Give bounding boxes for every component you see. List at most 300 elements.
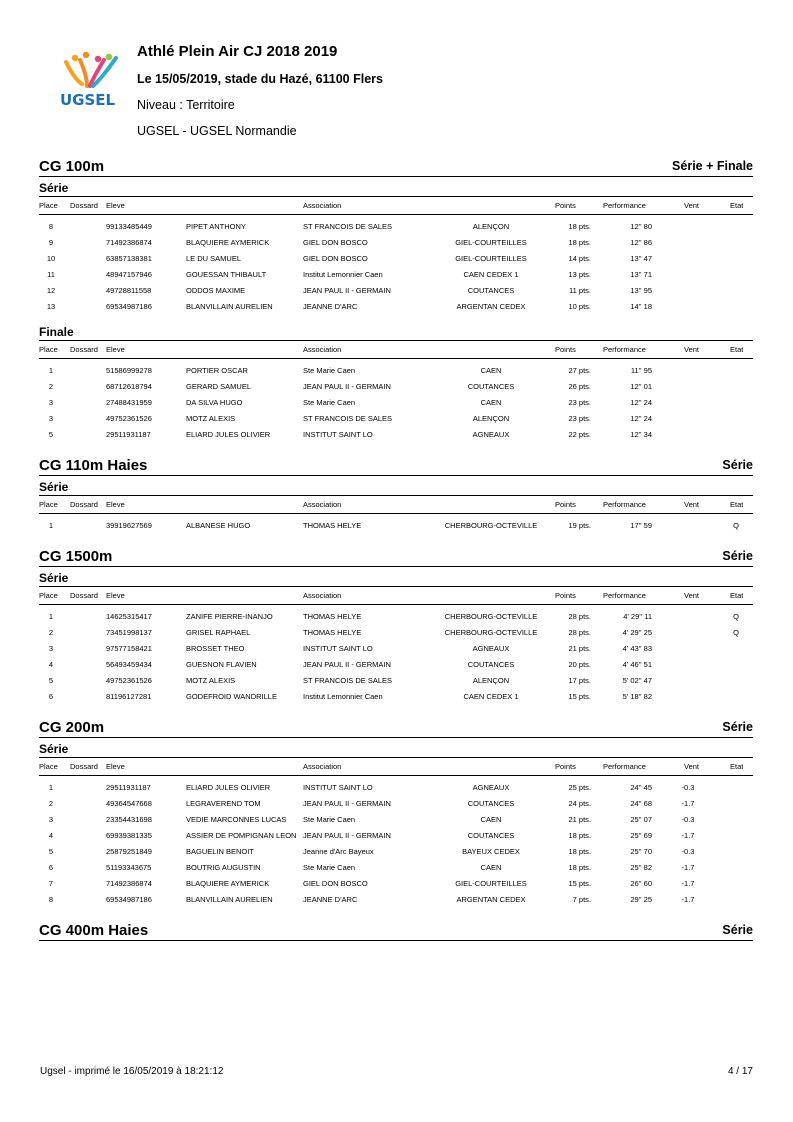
event-header (39, 914, 753, 941)
table-row (39, 518, 753, 534)
cell-association: JEAN PAUL II - GERMAIN (303, 831, 391, 840)
table-row (39, 251, 753, 267)
table-row (39, 363, 753, 379)
cell-place: 6 (48, 692, 54, 701)
cell-student-id: 51193343675 (106, 863, 152, 872)
date-venue: Le 15/05/2019, stade du Hazé, 61100 Flers (137, 72, 383, 86)
cell-place: 8 (48, 222, 54, 231)
cell-points: 18 pts. (568, 863, 591, 872)
cell-points: 28 pts. (568, 628, 591, 637)
cell-association: Ste Marie Caen (303, 863, 356, 872)
cell-association: INSTITUT SAINT LO (303, 430, 373, 439)
col-place: Place (39, 500, 58, 509)
table-row (39, 283, 753, 299)
col-dossard: Dossard (70, 345, 98, 354)
cell-place: 3 (48, 644, 54, 653)
table-header (39, 757, 753, 776)
cell-place: 3 (48, 414, 54, 423)
cell-place: 5 (48, 676, 54, 685)
col-points: Points (555, 201, 576, 210)
col-dossard: Dossard (70, 500, 98, 509)
cell-association: Institut Lemonnier Caen (303, 692, 383, 701)
event-type: Série (722, 549, 753, 563)
cell-student-id: 49752361526 (106, 414, 152, 423)
cell-student-name: BLAQUIERE AYMERICK (186, 238, 270, 247)
col-place: Place (39, 762, 58, 771)
cell-student-name: ALBANESE HUGO (186, 521, 251, 530)
col-dossard: Dossard (70, 591, 98, 600)
round-section (0, 738, 793, 914)
cell-place: 3 (48, 398, 54, 407)
cell-points: 18 pts. (568, 847, 591, 856)
col-points: Points (555, 762, 576, 771)
cell-student-id: 68712618794 (106, 382, 152, 391)
col-vent: Vent (684, 201, 700, 210)
cell-points: 25 pts. (568, 783, 591, 792)
cell-city: GIEL-COURTEILLES (455, 254, 527, 263)
cell-status: Q (733, 628, 739, 637)
cell-student-id: 69534987186 (106, 302, 152, 311)
event-section (0, 150, 793, 449)
col-performance: Performance (603, 201, 646, 210)
cell-performance: 4' 43'' 83 (622, 644, 652, 653)
cell-points: 15 pts. (568, 692, 591, 701)
col-performance: Performance (603, 345, 646, 354)
cell-performance: 4' 29'' 25 (622, 628, 652, 637)
cell-wind: -1.7 (681, 879, 695, 888)
col-place: Place (39, 201, 58, 210)
cell-association: GIEL DON BOSCO (303, 238, 368, 247)
col-performance: Performance (603, 762, 646, 771)
cell-association: Jeanne d'Arc Bayeux (303, 847, 374, 856)
col-etat: Etat (730, 500, 744, 509)
round-title: Finale (39, 325, 74, 339)
print-timestamp: Ugsel - imprimé le 16/05/2019 à 18:21:12 (40, 1066, 224, 1077)
cell-city: COUTANCES (467, 286, 515, 295)
cell-performance: 4' 46'' 51 (622, 660, 652, 669)
event-title: CG 200m (39, 719, 105, 736)
cell-association: Institut Lemonnier Caen (303, 270, 383, 279)
cell-place: 5 (48, 847, 54, 856)
cell-place: 10 (46, 254, 56, 263)
cell-points: 22 pts. (568, 430, 591, 439)
event-title: CG 400m Haies (39, 922, 149, 939)
table-row (39, 844, 753, 860)
table-row (39, 299, 753, 315)
cell-performance: 12'' 01 (630, 382, 652, 391)
cell-city: AGNEAUX (472, 430, 510, 439)
col-vent: Vent (684, 762, 700, 771)
cell-city: ALENÇON (472, 676, 510, 685)
cell-performance: 12'' 86 (630, 238, 652, 247)
event-title: CG 100m (39, 158, 105, 175)
cell-student-id: 23354431698 (106, 815, 152, 824)
table-header (39, 586, 753, 605)
cell-status: Q (733, 612, 739, 621)
cell-place: 4 (48, 660, 54, 669)
cell-association: JEANNE D'ARC (303, 895, 358, 904)
table-row (39, 235, 753, 251)
level-label: Niveau : Territoire (137, 98, 235, 112)
table-row (39, 673, 753, 689)
cell-points: 14 pts. (568, 254, 591, 263)
cell-place: 1 (48, 521, 54, 530)
col-association: Association (303, 500, 342, 509)
cell-association: GIEL DON BOSCO (303, 254, 368, 263)
cell-student-id: 99133485449 (106, 222, 152, 231)
cell-association: GIEL DON BOSCO (303, 879, 368, 888)
cell-points: 21 pts. (568, 815, 591, 824)
cell-place: 4 (48, 831, 54, 840)
cell-student-name: MOTZ ALEXIS (186, 676, 236, 685)
table-body (0, 605, 793, 711)
page-header (0, 0, 793, 150)
cell-student-id: 63857138381 (106, 254, 152, 263)
table-row (39, 892, 753, 908)
table-row (39, 876, 753, 892)
event-type: Série (722, 923, 753, 937)
cell-city: CHERBOURG-OCTEVILLE (444, 612, 538, 621)
cell-city: COUTANCES (467, 382, 515, 391)
cell-student-name: GOUESSAN THIBAULT (186, 270, 267, 279)
cell-points: 10 pts. (568, 302, 591, 311)
cell-student-id: 81196127281 (106, 692, 152, 701)
cell-wind: -1.7 (681, 895, 695, 904)
cell-student-name: BOUTRIG AUGUSTIN (186, 863, 261, 872)
cell-place: 2 (48, 382, 54, 391)
cell-performance: 29'' 25 (630, 895, 652, 904)
event-header (39, 711, 753, 738)
cell-student-id: 27488431959 (106, 398, 152, 407)
cell-student-name: LE DU SAMUEL (186, 254, 242, 263)
event-section (0, 914, 793, 941)
cell-place: 1 (48, 366, 54, 375)
cell-performance: 24'' 45 (630, 783, 652, 792)
event-type: Série + Finale (672, 159, 753, 173)
cell-place: 11 (47, 270, 55, 279)
cell-city: COUTANCES (467, 799, 515, 808)
cell-performance: 12'' 24 (630, 398, 652, 407)
cell-student-id: 29511931187 (106, 783, 151, 792)
cell-student-name: ELIARD JULES OLIVIER (186, 783, 271, 792)
col-eleve: Eleve (106, 591, 125, 600)
round-title: Série (39, 571, 69, 585)
cell-student-name: PIPET ANTHONY (186, 222, 246, 231)
cell-points: 17 pts. (568, 676, 591, 685)
cell-wind: -1.7 (681, 863, 695, 872)
event-type: Série (722, 458, 753, 472)
cell-points: 28 pts. (568, 612, 591, 621)
cell-student-name: BAGUELIN BENOIT (186, 847, 254, 856)
cell-place: 5 (48, 430, 54, 439)
col-association: Association (303, 591, 342, 600)
cell-points: 18 pts. (568, 222, 591, 231)
event-title: CG 1500m (39, 548, 113, 565)
cell-wind: -1.7 (681, 799, 695, 808)
table-header (39, 196, 753, 215)
col-place: Place (39, 591, 58, 600)
cell-student-name: ODDOS MAXIME (186, 286, 246, 295)
cell-student-name: GODEFROID WANDRILLE (186, 692, 277, 701)
cell-student-id: 39919627569 (106, 521, 152, 530)
cell-association: JEAN PAUL II - GERMAIN (303, 286, 391, 295)
cell-performance: 13'' 71 (630, 270, 652, 279)
cell-points: 19 pts. (568, 521, 591, 530)
cell-place: 1 (48, 783, 54, 792)
cell-student-name: BLAQUIERE AYMERICK (186, 879, 270, 888)
event-section (0, 711, 793, 914)
cell-city: GIEL-COURTEILLES (455, 238, 527, 247)
col-points: Points (555, 500, 576, 509)
cell-student-name: ELIARD JULES OLIVIER (186, 430, 271, 439)
cell-student-name: MOTZ ALEXIS (186, 414, 236, 423)
cell-student-name: GUESNON FLAVIEN (186, 660, 257, 669)
event-section (0, 449, 793, 540)
table-row (39, 657, 753, 673)
cell-points: 20 pts. (568, 660, 591, 669)
cell-association: ST FRANCOIS DE SALES (303, 222, 393, 231)
cell-association: THOMAS HELYE (303, 521, 362, 530)
cell-association: THOMAS HELYE (303, 628, 362, 637)
cell-performance: 4' 29'' 11 (623, 612, 652, 621)
cell-student-name: VEDIE MARCONNES LUCAS (186, 815, 287, 824)
cell-association: ST FRANCOIS DE SALES (303, 414, 393, 423)
cell-points: 18 pts. (568, 831, 591, 840)
table-header (39, 495, 753, 514)
cell-city: COUTANCES (467, 660, 515, 669)
cell-association: Ste Marie Caen (303, 398, 356, 407)
table-row (39, 395, 753, 411)
cell-student-name: PORTIER OSCAR (186, 366, 248, 375)
cell-association: JEAN PAUL II - GERMAIN (303, 660, 391, 669)
table-body (0, 514, 793, 540)
cell-points: 26 pts. (568, 382, 591, 391)
table-row (39, 641, 753, 657)
col-eleve: Eleve (106, 345, 125, 354)
cell-city: AGNEAUX (472, 644, 510, 653)
cell-city: ARGENTAN CEDEX (456, 895, 526, 904)
cell-points: 13 pts. (568, 270, 591, 279)
table-row (39, 796, 753, 812)
cell-place: 13 (46, 302, 56, 311)
cell-wind: -0.3 (681, 847, 695, 856)
event-header (39, 449, 753, 476)
round-section (0, 177, 793, 321)
cell-performance: 24'' 68 (630, 799, 652, 808)
cell-points: 27 pts. (568, 366, 591, 375)
cell-association: ST FRANCOIS DE SALES (303, 676, 393, 685)
col-etat: Etat (730, 345, 744, 354)
cell-student-name: BLANVILLAIN AURELIEN (186, 895, 273, 904)
cell-city: CAEN (480, 815, 502, 824)
cell-performance: 5' 18'' 82 (622, 692, 652, 701)
cell-student-name: ZANIFE PIERRE-INANJO (186, 612, 273, 621)
cell-student-id: 25879251849 (106, 847, 152, 856)
cell-performance: 12'' 24 (630, 414, 652, 423)
cell-city: CAEN (480, 863, 502, 872)
cell-student-id: 49364547668 (106, 799, 152, 808)
table-row (39, 219, 753, 235)
cell-association: JEAN PAUL II - GERMAIN (303, 382, 391, 391)
cell-status: Q (733, 521, 739, 530)
cell-place: 2 (48, 799, 54, 808)
cell-wind: -0.3 (681, 783, 695, 792)
cell-city: CAEN (480, 366, 502, 375)
round-section (0, 567, 793, 711)
cell-city: CAEN CEDEX 1 (463, 692, 519, 701)
cell-performance: 14'' 18 (630, 302, 652, 311)
col-vent: Vent (684, 591, 700, 600)
cell-wind: -0.3 (681, 815, 695, 824)
col-performance: Performance (603, 500, 646, 509)
cell-performance: 12'' 80 (630, 222, 652, 231)
round-section (0, 476, 793, 540)
cell-performance: 11'' 95 (630, 366, 652, 375)
cell-points: 15 pts. (568, 879, 591, 888)
cell-student-id: 73451998137 (106, 628, 152, 637)
round-section (0, 321, 793, 449)
col-vent: Vent (684, 345, 700, 354)
col-eleve: Eleve (106, 762, 125, 771)
cell-place: 6 (48, 863, 54, 872)
cell-city: ARGENTAN CEDEX (456, 302, 526, 311)
cell-city: BAYEUX CEDEX (462, 847, 520, 856)
cell-performance: 17'' 59 (630, 521, 652, 530)
cell-association: INSTITUT SAINT LO (303, 783, 373, 792)
cell-student-id: 69534987186 (106, 895, 152, 904)
cell-performance: 12'' 34 (630, 430, 652, 439)
table-row (39, 780, 753, 796)
cell-place: 7 (48, 879, 54, 888)
col-points: Points (555, 345, 576, 354)
cell-performance: 13'' 95 (630, 286, 652, 295)
cell-wind: -1.7 (681, 831, 695, 840)
cell-place: 3 (48, 815, 54, 824)
col-eleve: Eleve (106, 201, 125, 210)
event-header (39, 540, 753, 567)
table-row (39, 860, 753, 876)
col-vent: Vent (684, 500, 700, 509)
table-row (39, 427, 753, 443)
cell-city: CAEN CEDEX 1 (463, 270, 519, 279)
col-points: Points (555, 591, 576, 600)
cell-performance: 26'' 60 (630, 879, 652, 888)
cell-points: 23 pts. (568, 414, 591, 423)
cell-place: 9 (48, 238, 54, 247)
cell-association: INSTITUT SAINT LO (303, 644, 373, 653)
cell-student-name: BLANVILLAIN AURELIEN (186, 302, 273, 311)
cell-student-id: 71492386874 (106, 879, 152, 888)
event-section (0, 540, 793, 711)
cell-association: JEANNE D'ARC (303, 302, 358, 311)
cell-city: CHERBOURG-OCTEVILLE (444, 521, 538, 530)
cell-association: Ste Marie Caen (303, 366, 356, 375)
cell-student-name: DA SILVA HUGO (186, 398, 243, 407)
cell-place: 8 (48, 895, 54, 904)
table-row (39, 267, 753, 283)
cell-student-id: 49752361526 (106, 676, 152, 685)
organisation-label: UGSEL - UGSEL Normandie (137, 124, 297, 138)
cell-city: CHERBOURG-OCTEVILLE (444, 628, 538, 637)
cell-student-id: 69939381335 (106, 831, 152, 840)
cell-performance: 25'' 69 (630, 831, 652, 840)
table-row (39, 828, 753, 844)
cell-city: AGNEAUX (472, 783, 510, 792)
round-title: Série (39, 742, 69, 756)
cell-student-id: 56493459434 (106, 660, 152, 669)
cell-points: 24 pts. (568, 799, 591, 808)
event-header (39, 150, 753, 177)
cell-points: 7 pts. (572, 895, 591, 904)
table-body (0, 215, 793, 321)
col-association: Association (303, 345, 342, 354)
ugsel-logo (60, 50, 130, 110)
cell-student-id: 29511931187 (106, 430, 151, 439)
col-etat: Etat (730, 762, 744, 771)
col-association: Association (303, 201, 342, 210)
table-body (0, 776, 793, 914)
cell-student-id: 97577158421 (106, 644, 152, 653)
cell-association: JEAN PAUL II - GERMAIN (303, 799, 391, 808)
round-title: Série (39, 480, 69, 494)
cell-city: GIEL-COURTEILLES (455, 879, 527, 888)
cell-student-name: GERARD SAMUEL (186, 382, 252, 391)
cell-student-id: 51586999278 (106, 366, 152, 375)
cell-performance: 13'' 47 (630, 254, 652, 263)
cell-points: 23 pts. (568, 398, 591, 407)
cell-performance: 25'' 82 (630, 863, 652, 872)
table-row (39, 379, 753, 395)
cell-city: COUTANCES (467, 831, 515, 840)
cell-city: CAEN (480, 398, 502, 407)
cell-performance: 25'' 07 (630, 815, 652, 824)
cell-performance: 25'' 70 (630, 847, 652, 856)
cell-association: THOMAS HELYE (303, 612, 362, 621)
col-place: Place (39, 345, 58, 354)
page-number: 4 / 17 (727, 1066, 753, 1077)
cell-student-name: ASSIER DE POMPIGNAN LEON (186, 831, 297, 840)
cell-student-name: BROSSET THEO (186, 644, 245, 653)
table-row (39, 411, 753, 427)
cell-points: 21 pts. (568, 644, 591, 653)
cell-points: 11 pts. (569, 286, 591, 295)
cell-place: 1 (48, 612, 54, 621)
col-dossard: Dossard (70, 201, 98, 210)
table-row (39, 609, 753, 625)
logo-text: UGSEL (60, 91, 116, 109)
cell-student-name: LEGRAVEREND TOM (186, 799, 261, 808)
table-body (0, 359, 793, 449)
cell-performance: 5' 02'' 47 (622, 676, 652, 685)
event-type: Série (722, 720, 753, 734)
cell-place: 12 (46, 286, 56, 295)
col-eleve: Eleve (106, 500, 125, 509)
cell-points: 18 pts. (568, 238, 591, 247)
col-association: Association (303, 762, 342, 771)
cell-place: 2 (48, 628, 54, 637)
cell-student-name: GRISEL RAPHAEL (186, 628, 251, 637)
cell-student-id: 49728811558 (106, 286, 152, 295)
results-content (0, 150, 793, 941)
col-performance: Performance (603, 591, 646, 600)
cell-student-id: 48947157946 (106, 270, 152, 279)
cell-student-id: 71492386874 (106, 238, 152, 247)
table-row (39, 689, 753, 705)
document-title: Athlé Plein Air CJ 2018 2019 (137, 43, 338, 60)
event-title: CG 110m Haies (39, 457, 148, 474)
table-row (39, 812, 753, 828)
cell-association: Ste Marie Caen (303, 815, 356, 824)
